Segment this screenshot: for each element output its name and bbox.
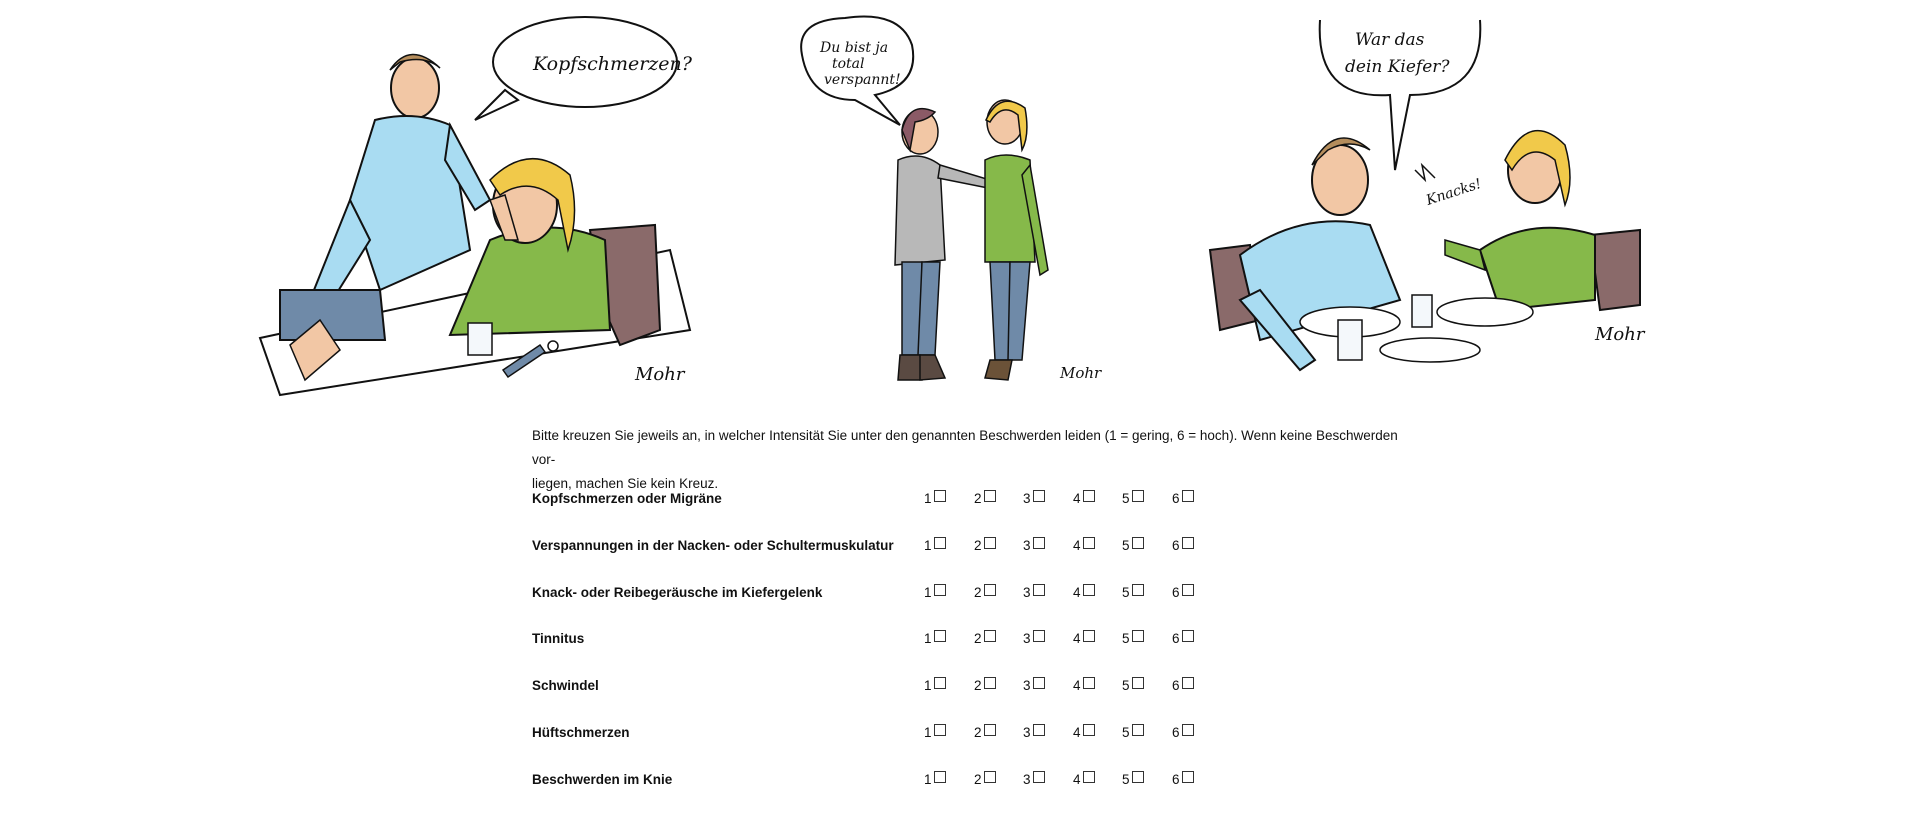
instructions-line-1: Bitte kreuzen Sie jeweils an, in welcher Intensität Sie unter den genannten Beschwerden leiden (1 = gering, 6 = hoch). Wenn keine Beschwerden vor-	[532, 428, 1398, 467]
rating-option-3[interactable]	[1023, 581, 1045, 605]
rating-number: 5	[1122, 585, 1130, 600]
rating-checkbox[interactable]	[1132, 630, 1144, 642]
rating-option-1[interactable]	[924, 674, 946, 698]
rating-option-1[interactable]	[924, 534, 946, 558]
rating-option-3[interactable]	[1023, 721, 1045, 745]
rating-option-5[interactable]	[1122, 487, 1144, 511]
rating-checkbox[interactable]	[934, 724, 946, 736]
rating-checkbox[interactable]	[1033, 630, 1045, 642]
rating-checkbox[interactable]	[1083, 771, 1095, 783]
rating-checkbox[interactable]	[1083, 584, 1095, 596]
rating-number: 1	[924, 491, 932, 506]
rating-option-5[interactable]	[1122, 534, 1144, 558]
symptom-label: Hüftschmerzen	[532, 725, 630, 740]
cartoon-panel-tense	[790, 0, 1110, 400]
rating-checkbox[interactable]	[1033, 584, 1045, 596]
rating-checkbox[interactable]	[1033, 537, 1045, 549]
speech-text-headache: Kopfschmerzen?	[533, 53, 692, 75]
rating-number: 5	[1122, 491, 1130, 506]
symptom-label: Schwindel	[532, 678, 599, 693]
speech-text-tense-1: Du bist ja	[820, 40, 889, 56]
rating-checkbox[interactable]	[1083, 490, 1095, 502]
cartoon-jaw-drawing	[1200, 0, 1670, 400]
rating-option-6[interactable]	[1172, 534, 1194, 558]
rating-checkbox[interactable]	[1033, 771, 1045, 783]
rating-number: 5	[1122, 772, 1130, 787]
rating-number: 2	[974, 772, 982, 787]
rating-option-2[interactable]	[974, 487, 996, 511]
rating-number: 5	[1122, 725, 1130, 740]
rating-number: 2	[974, 538, 982, 553]
symptom-row	[532, 674, 1412, 698]
rating-checkbox[interactable]	[1083, 630, 1095, 642]
symptom-label: Knack- oder Reibegeräusche im Kiefergelenk	[532, 585, 823, 600]
speech-text-jaw-1: War das	[1355, 30, 1425, 50]
rating-checkbox[interactable]	[984, 771, 996, 783]
rating-number: 5	[1122, 538, 1130, 553]
rating-option-1[interactable]	[924, 627, 946, 651]
rating-checkbox[interactable]	[934, 677, 946, 689]
rating-number: 1	[924, 585, 932, 600]
rating-number: 3	[1023, 725, 1031, 740]
rating-option-5[interactable]	[1122, 581, 1144, 605]
rating-checkbox[interactable]	[1182, 490, 1194, 502]
rating-checkbox[interactable]	[984, 537, 996, 549]
rating-option-6[interactable]	[1172, 627, 1194, 651]
rating-option-6[interactable]	[1172, 487, 1194, 511]
rating-option-5[interactable]	[1122, 674, 1144, 698]
rating-checkbox[interactable]	[934, 771, 946, 783]
rating-checkbox[interactable]	[1182, 771, 1194, 783]
rating-option-2[interactable]	[974, 627, 996, 651]
rating-checkbox[interactable]	[1132, 490, 1144, 502]
rating-number: 1	[924, 538, 932, 553]
signature-panel2: Mohr	[1060, 364, 1102, 382]
rating-checkbox[interactable]	[1083, 724, 1095, 736]
symptom-label: Tinnitus	[532, 631, 585, 646]
rating-option-2[interactable]	[974, 534, 996, 558]
rating-checkbox[interactable]	[1132, 771, 1144, 783]
speech-text-tense-3: verspannt!	[824, 72, 901, 88]
rating-option-1[interactable]	[924, 581, 946, 605]
rating-number: 4	[1073, 538, 1081, 553]
rating-number: 5	[1122, 631, 1130, 646]
rating-checkbox[interactable]	[1033, 677, 1045, 689]
rating-checkbox[interactable]	[1182, 630, 1194, 642]
speech-text-tense-2: total	[832, 56, 865, 72]
rating-checkbox[interactable]	[984, 490, 996, 502]
rating-checkbox[interactable]	[934, 490, 946, 502]
rating-number: 6	[1172, 585, 1180, 600]
rating-number: 6	[1172, 491, 1180, 506]
rating-checkbox[interactable]	[1033, 490, 1045, 502]
symptom-row	[532, 627, 1412, 651]
rating-option-3[interactable]	[1023, 487, 1045, 511]
rating-checkbox[interactable]	[984, 630, 996, 642]
rating-option-6[interactable]	[1172, 581, 1194, 605]
rating-option-6[interactable]	[1172, 674, 1194, 698]
rating-number: 3	[1023, 772, 1031, 787]
symptom-label: Kopfschmerzen oder Migräne	[532, 491, 722, 506]
rating-number: 6	[1172, 725, 1180, 740]
instructions-text	[532, 424, 1412, 496]
rating-number: 4	[1073, 725, 1081, 740]
rating-number: 4	[1073, 678, 1081, 693]
rating-option-1[interactable]	[924, 487, 946, 511]
rating-option-6[interactable]	[1172, 721, 1194, 745]
rating-number: 6	[1172, 772, 1180, 787]
rating-option-4[interactable]	[1073, 674, 1095, 698]
rating-checkbox[interactable]	[1182, 537, 1194, 549]
rating-number: 6	[1172, 631, 1180, 646]
rating-option-3[interactable]	[1023, 534, 1045, 558]
rating-number: 4	[1073, 491, 1081, 506]
rating-option-3[interactable]	[1023, 674, 1045, 698]
rating-number: 5	[1122, 678, 1130, 693]
symptom-row	[532, 534, 1412, 558]
rating-checkbox[interactable]	[984, 724, 996, 736]
rating-option-2[interactable]	[974, 674, 996, 698]
rating-number: 6	[1172, 538, 1180, 553]
rating-option-5[interactable]	[1122, 768, 1144, 792]
symptom-row	[532, 721, 1412, 745]
rating-checkbox[interactable]	[1132, 584, 1144, 596]
rating-option-2[interactable]	[974, 721, 996, 745]
sound-effect-text: Knacks!	[1424, 175, 1484, 209]
symptom-label: Beschwerden im Knie	[532, 772, 673, 787]
rating-checkbox[interactable]	[1033, 724, 1045, 736]
rating-number: 3	[1023, 491, 1031, 506]
instructions-line-2: liegen, machen Sie kein Kreuz.	[532, 476, 719, 491]
rating-checkbox[interactable]	[1182, 724, 1194, 736]
rating-option-4[interactable]	[1073, 627, 1095, 651]
rating-option-4[interactable]	[1073, 534, 1095, 558]
rating-number: 3	[1023, 678, 1031, 693]
rating-option-4[interactable]	[1073, 721, 1095, 745]
rating-option-4[interactable]	[1073, 487, 1095, 511]
rating-number: 3	[1023, 585, 1031, 600]
rating-number: 2	[974, 631, 982, 646]
rating-number: 3	[1023, 538, 1031, 553]
rating-checkbox[interactable]	[1182, 677, 1194, 689]
rating-option-3[interactable]	[1023, 768, 1045, 792]
rating-number: 2	[974, 491, 982, 506]
rating-option-5[interactable]	[1122, 627, 1144, 651]
rating-checkbox[interactable]	[984, 677, 996, 689]
signature-panel1: Mohr	[635, 364, 685, 385]
rating-option-2[interactable]	[974, 581, 996, 605]
symptom-label: Verspannungen in der Nacken- oder Schultermuskulatur	[532, 538, 894, 553]
rating-option-1[interactable]	[924, 721, 946, 745]
rating-number: 3	[1023, 631, 1031, 646]
symptom-questionnaire	[532, 424, 1412, 787]
rating-checkbox[interactable]	[934, 537, 946, 549]
symptom-row	[532, 768, 1412, 792]
rating-number: 1	[924, 631, 932, 646]
speech-text-jaw-2: dein Kiefer?	[1345, 57, 1450, 77]
rating-option-4[interactable]	[1073, 768, 1095, 792]
rating-checkbox[interactable]	[934, 630, 946, 642]
rating-number: 1	[924, 772, 932, 787]
rating-option-6[interactable]	[1172, 768, 1194, 792]
rating-option-2[interactable]	[974, 768, 996, 792]
cartoon-panel-jaw	[1200, 0, 1670, 400]
rating-checkbox[interactable]	[1182, 584, 1194, 596]
rating-number: 4	[1073, 772, 1081, 787]
cartoon-panel-headache	[250, 0, 710, 400]
cartoon-tense-drawing	[790, 0, 1110, 400]
signature-panel3: Mohr	[1595, 324, 1645, 345]
rating-checkbox[interactable]	[1132, 537, 1144, 549]
rating-option-5[interactable]	[1122, 721, 1144, 745]
rating-option-4[interactable]	[1073, 581, 1095, 605]
rating-checkbox[interactable]	[1132, 677, 1144, 689]
symptom-row	[532, 581, 1412, 605]
symptom-row	[532, 487, 1412, 511]
rating-checkbox[interactable]	[1083, 537, 1095, 549]
rating-checkbox[interactable]	[1083, 677, 1095, 689]
cartoon-headache-drawing	[250, 0, 710, 400]
rating-number: 2	[974, 585, 982, 600]
rating-checkbox[interactable]	[934, 584, 946, 596]
rating-option-1[interactable]	[924, 768, 946, 792]
illustration-strip	[0, 0, 1920, 400]
rating-checkbox[interactable]	[984, 584, 996, 596]
rating-number: 2	[974, 725, 982, 740]
rating-checkbox[interactable]	[1132, 724, 1144, 736]
rating-number: 6	[1172, 678, 1180, 693]
rating-number: 1	[924, 725, 932, 740]
rating-number: 4	[1073, 585, 1081, 600]
rating-number: 1	[924, 678, 932, 693]
rating-number: 4	[1073, 631, 1081, 646]
rating-option-3[interactable]	[1023, 627, 1045, 651]
rating-number: 2	[974, 678, 982, 693]
